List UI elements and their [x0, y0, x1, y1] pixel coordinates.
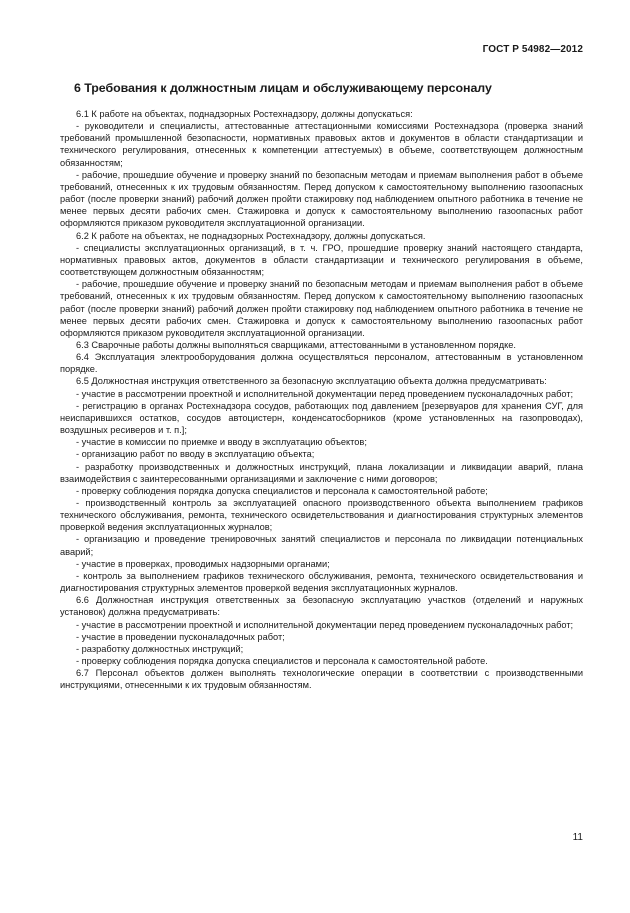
paragraph: - организацию и проведение тренировочных занятий специалистов и персонала по ликвидации потенциальных аварий;	[60, 534, 583, 557]
paragraph: - производственный контроль за эксплуатацией опасного производственного объекта выполнением графиков технического обслуживания, ремонта, технического освидетельствования и диагностирования структурных элементов проверкой ведения эксплуатационных журналов;	[60, 498, 583, 533]
standard-header: ГОСТ Р 54982—2012	[482, 44, 583, 55]
section-title: 6 Требования к должностным лицам и обслуживающему персоналу	[74, 81, 492, 95]
paragraph: - регистрацию в органах Ростехнадзора сосудов, работающих под давлением [резервуаров для хранения СУГ, для неиспарившихся остатков, сосудов автоцистерн, конденсатосборников (кроме установленных на газопроводах), воздушных ресиверов и т. п.];	[60, 400, 583, 436]
paragraph: - руководители и специалисты, аттестованные аттестационными комиссиями Ростехнадзора (проверка знаний требований промышленной безопасности, нормативных правовых актов и документов в области стандартизации и технического регулирования, отнесенных к компетенции аттестуемых) в объеме, соответствующем должностным обязанностям;	[60, 121, 583, 168]
paragraph: - разработку должностных инструкций;	[76, 643, 244, 654]
paragraph: - разработку производственных и должностных инструкций, плана локализации и ликвидации аварий, плана взаимодействия с заинтересованными организациями и заключение с ними договоров;	[60, 461, 583, 484]
paragraph: - участие в проверках, проводимых надзорными органами;	[76, 558, 330, 569]
paragraph: - контроль за выполнением графиков технического обслуживания, ремонта, технического освидетельствования и диагностирования структурных элементов проверкой ведения эксплуатационных журналов.	[60, 570, 583, 594]
paragraph: 6.1 К работе на объектах, поднадзорных Ростехнадзору, должны допускаться:	[76, 109, 413, 119]
paragraph: - рабочие, прошедшие обучение и проверку знаний по безопасным методам и приемам выполнения работ в объеме требований, отнесенных к их трудовым обязанностям. Перед допуском к самостоятельному выполнению газоопасных работ (после проверки знаний) рабочий должен пройти стажировку под наблюдением опытного работника в течение не менее первых десяти рабочих смен. Стажировка и допуск к самостоятельному выполнению газоопасных работ оформляются приказом руководителя эксплуатационной организации.	[60, 169, 583, 229]
section-body	[60, 108, 583, 692]
paragraph: - рабочие, прошедшие обучение и проверку знаний по безопасным методам и приемам выполнения работ в объеме требований, отнесенных к их трудовым обязанностям. Перед допуском к самостоятельному выполнению газоопасных работ (после проверки знаний) рабочий должен пройти стажировку под наблюдением опытного работника в течение не менее первых десяти рабочих смен. Стажировка и допуск к самостоятельному выполнению газоопасных работ оформляются приказом руководителя эксплуатационной организации.	[60, 279, 583, 338]
paragraph: - участие в проведении пусконаладочных работ;	[76, 631, 285, 642]
page-number: 11	[572, 832, 583, 843]
paragraph: 6.3 Сварочные работы должны выполняться сварщиками, аттестованными в установленном порядке.	[76, 339, 516, 350]
paragraph: 6.4 Эксплуатация электрооборудования должна осуществляться персоналом, аттестованным в установленном порядке.	[60, 352, 583, 375]
paragraph: - участие в рассмотрении проектной и исполнительной документации перед проведением пусконаладочных работ;	[76, 619, 574, 630]
paragraph: - участие в комиссии по приемке и вводу в эксплуатацию объектов;	[76, 437, 367, 448]
paragraph: - специалисты эксплуатационных организаций, в т. ч. ГРО, прошедшие проверку знаний настоящего стандарта, нормативных правовых актов, документов в области стандартизации и технического регулирования в объеме, соответствующем должностным обязанностям;	[60, 242, 583, 278]
paragraph: 6.2 К работе на объектах, не поднадзорных Ростехнадзору, должны допускаться.	[76, 230, 426, 241]
paragraph: 6.7 Персонал объектов должен выполнять технологические операции в соответствии с производственными инструкциями, отнесенными к их трудовым обязанностям.	[60, 668, 583, 691]
paragraph: - участие в рассмотрении проектной и исполнительной документации перед проведением пусконаладочных работ;	[76, 388, 574, 399]
paragraph: 6.5 Должностная инструкция ответственного за безопасную эксплуатацию объекта должна предусматривать:	[76, 376, 547, 387]
paragraph: - организацию работ по вводу в эксплуатацию объекта;	[76, 449, 315, 460]
paragraph: 6.6 Должностная инструкция ответственных за безопасную эксплуатацию участков (отделений и наружных установок) должна предусматривать:	[60, 595, 583, 618]
paragraph: - проверку соблюдения порядка допуска специалистов и персонала к самостоятельной работе;	[76, 485, 488, 496]
paragraph: - проверку соблюдения порядка допуска специалистов и персонала к самостоятельной работе.	[76, 656, 488, 667]
